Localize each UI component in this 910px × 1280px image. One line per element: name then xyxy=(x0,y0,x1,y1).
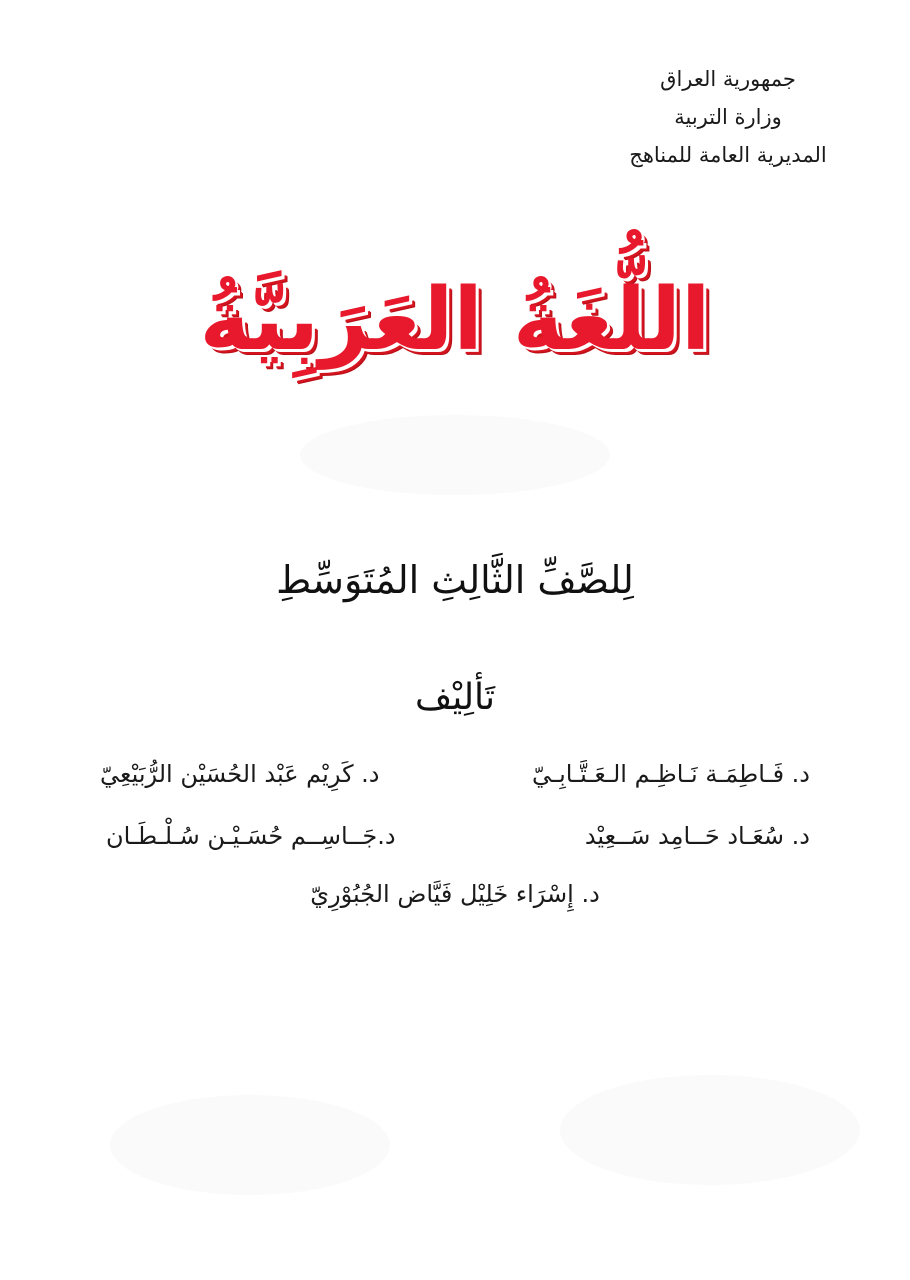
author-name: د.جَــاسِــم حُسَـيْـن سُـلْـطَـان xyxy=(106,822,396,850)
background-smudge xyxy=(560,1075,860,1185)
author-name: د. إِسْرَاء خَلِيْل فَيَّاض الجُبُوْرِيّ xyxy=(310,880,600,908)
directorate-name: المديرية العامة للمناهج xyxy=(629,143,827,167)
ministry-name: وزارة التربية xyxy=(674,105,782,129)
background-smudge xyxy=(300,415,610,495)
ministry-header xyxy=(608,60,848,174)
author-name: د. كَرِيْم عَبْد الحُسَيْن الرُّبَيْعِيّ xyxy=(100,760,380,788)
country-name: جمهورية العراق xyxy=(660,67,796,91)
author-name: د. سُعَـاد حَــامِد سَــعِيْد xyxy=(584,822,810,850)
book-title: اللُّغَةُ العَرَبِيَّةُ xyxy=(199,270,711,370)
authorship-label: تَألِيْف xyxy=(414,677,496,718)
author-name: د. فَـاطِمَـة نَـاظِـم الـعَـتَّـابِـيّ xyxy=(532,760,810,788)
background-smudge xyxy=(110,1095,390,1195)
grade-subtitle: لِلصَّفِّ الثَّالِثِ المُتَوَسِّطِ xyxy=(276,558,634,602)
